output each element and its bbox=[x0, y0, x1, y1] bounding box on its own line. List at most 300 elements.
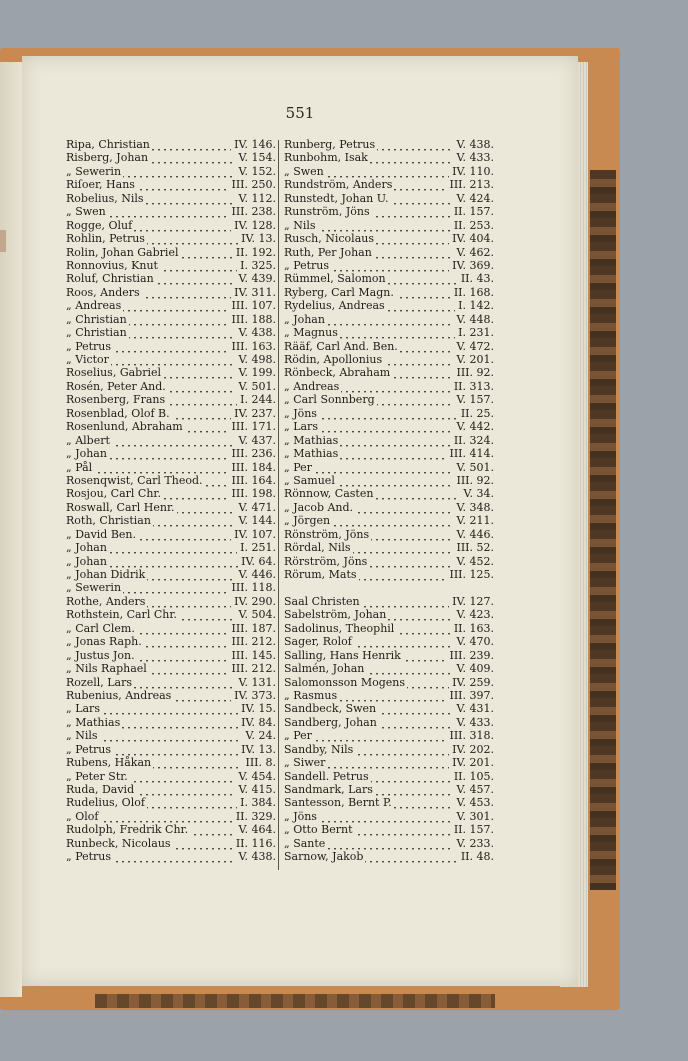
entry-reference: V. 438. bbox=[235, 326, 276, 339]
entry-reference: I. 244. bbox=[237, 393, 276, 406]
entry-name: „ Jöns bbox=[284, 809, 317, 823]
index-entry bbox=[284, 689, 494, 702]
entry-reference: II. 313. bbox=[451, 380, 494, 393]
index-entry bbox=[284, 461, 494, 474]
entry-reference: IV. 64. bbox=[238, 555, 276, 568]
index-entry bbox=[284, 178, 494, 191]
entry-name: „ Lars bbox=[66, 702, 100, 716]
entry-reference: II. 105. bbox=[451, 770, 494, 783]
index-entry bbox=[284, 514, 494, 527]
index-entry bbox=[284, 756, 494, 769]
entry-name: Runström, Jöns bbox=[284, 205, 370, 219]
entry-reference: III. 250. bbox=[228, 178, 276, 191]
entry-reference: IV. 290. bbox=[231, 595, 276, 608]
index-entry bbox=[284, 783, 494, 796]
entry-name: Sager, Rolof bbox=[284, 635, 352, 649]
entry-reference: V. 448. bbox=[453, 313, 494, 326]
entry-reference: II. 157. bbox=[451, 205, 494, 218]
entry-reference: I. 142. bbox=[455, 299, 494, 312]
entry-name: „ Jonas Raph. bbox=[66, 635, 142, 649]
entry-name: Rosenqwist, Carl Theod. bbox=[66, 473, 203, 487]
index-entry bbox=[284, 487, 494, 500]
index-entry bbox=[284, 313, 494, 326]
entry-reference: III. 92. bbox=[453, 474, 494, 487]
index-entry bbox=[66, 353, 276, 366]
index-entry bbox=[284, 151, 494, 164]
page-number: 551 bbox=[285, 104, 315, 122]
index-entry bbox=[284, 326, 494, 339]
entry-name: Rümmel, Salomon bbox=[284, 272, 386, 286]
entry-name: Rönbeck, Abraham bbox=[284, 366, 391, 380]
entry-name: „ Carl Sonnberg bbox=[284, 393, 375, 407]
book-page bbox=[22, 56, 578, 986]
index-entry bbox=[284, 823, 494, 836]
index-entry bbox=[66, 487, 276, 500]
entry-reference bbox=[491, 581, 494, 594]
entry-reference: II. 253. bbox=[451, 219, 494, 232]
entry-name: „ Jöns bbox=[284, 406, 317, 420]
entry-reference: III. 198. bbox=[228, 487, 276, 500]
entry-reference: III. 8. bbox=[242, 756, 276, 769]
entry-name: „ Petrus bbox=[66, 742, 112, 756]
index-entry bbox=[66, 474, 276, 487]
entry-reference: V. 472. bbox=[453, 340, 494, 353]
entry-name: Rödin, Apollonius bbox=[284, 353, 383, 366]
index-entry bbox=[284, 850, 494, 863]
entry-name: „ Justus Jon. bbox=[66, 648, 135, 662]
index-entry bbox=[284, 380, 494, 393]
index-entry bbox=[284, 205, 494, 218]
entry-reference: IV. 13. bbox=[238, 743, 276, 756]
index-entry bbox=[66, 555, 276, 568]
index-entry bbox=[284, 568, 494, 581]
entry-name: „ Jörgen bbox=[284, 514, 331, 528]
entry-reference: V. 34. bbox=[460, 487, 494, 500]
entry-reference: IV. 107. bbox=[231, 528, 276, 541]
entry-name: „ Swen bbox=[284, 164, 324, 178]
entry-reference: V. 437. bbox=[235, 434, 276, 447]
entry-reference: IV. 15. bbox=[238, 702, 276, 715]
index-entry bbox=[284, 447, 494, 460]
entry-name: „ Samuel bbox=[284, 473, 335, 487]
index-entry bbox=[66, 729, 276, 742]
entry-name: „ Jacob And. bbox=[284, 500, 354, 514]
entry-reference: V. 301. bbox=[453, 810, 494, 823]
index-entry bbox=[284, 770, 494, 783]
entry-name: „ Sewerin bbox=[66, 164, 122, 178]
entry-name: „ Petrus bbox=[284, 258, 330, 272]
entry-reference: II. 163. bbox=[451, 622, 494, 635]
entry-reference: V. 452. bbox=[453, 555, 494, 568]
index-entry bbox=[284, 676, 494, 689]
entry-reference: V. 501. bbox=[453, 461, 494, 474]
entry-name: Rosenberg, Frans bbox=[66, 393, 166, 407]
entry-name: Rogge, Oluf bbox=[66, 218, 133, 232]
entry-reference: V. 152. bbox=[235, 165, 276, 178]
index-entry bbox=[284, 501, 494, 514]
entry-reference: V. 470. bbox=[453, 635, 494, 648]
index-column-left bbox=[66, 138, 276, 864]
entry-reference: V. 144. bbox=[235, 514, 276, 527]
entry-reference: V. 154. bbox=[235, 151, 276, 164]
entry-reference: V. 438. bbox=[453, 138, 494, 151]
entry-reference: V. 446. bbox=[235, 568, 276, 581]
entry-reference: V. 112. bbox=[235, 192, 276, 205]
entry-name: Roos, Anders bbox=[66, 285, 140, 299]
entry-reference: V. 199. bbox=[235, 366, 276, 379]
index-entry bbox=[66, 501, 276, 514]
entry-name: „ Otto Bernt bbox=[284, 823, 353, 837]
index-entry bbox=[66, 393, 276, 406]
index-entry bbox=[284, 649, 494, 662]
cover-marbled-bottom bbox=[95, 994, 495, 1008]
index-entry bbox=[66, 178, 276, 191]
index-entry bbox=[284, 407, 494, 420]
index-entry bbox=[284, 353, 494, 366]
entry-name: „ Petrus bbox=[66, 850, 112, 864]
entry-name: „ Petrus bbox=[66, 339, 112, 353]
paper-stain bbox=[0, 230, 6, 252]
entry-reference: V. 348. bbox=[453, 501, 494, 514]
index-entry bbox=[66, 138, 276, 151]
entry-name: Ripa, Christian bbox=[66, 138, 150, 151]
entry-reference: IV. 128. bbox=[231, 219, 276, 232]
index-entry bbox=[66, 528, 276, 541]
entry-name: Sandell. Petrus bbox=[284, 769, 369, 783]
entry-name: „ Magnus bbox=[284, 326, 338, 340]
index-entry bbox=[66, 326, 276, 339]
index-entry bbox=[284, 702, 494, 715]
entry-name: „ Carl Clem. bbox=[66, 621, 135, 635]
index-entry bbox=[66, 649, 276, 662]
entry-reference: II. 48. bbox=[458, 850, 494, 863]
entry-reference: III. 236. bbox=[228, 447, 276, 460]
entry-reference: V. 157. bbox=[453, 393, 494, 406]
entry-reference: III. 212. bbox=[228, 635, 276, 648]
index-entry bbox=[66, 447, 276, 460]
entry-name: „ Albert bbox=[66, 433, 110, 447]
entry-name: „ Swen bbox=[66, 205, 106, 219]
entry-reference: V. 415. bbox=[235, 783, 276, 796]
index-entry bbox=[66, 151, 276, 164]
entry-reference: IV. 84. bbox=[238, 716, 276, 729]
index-entry bbox=[284, 716, 494, 729]
index-entry bbox=[284, 581, 494, 594]
entry-name: Sadolinus, Theophil bbox=[284, 621, 395, 635]
index-entry bbox=[284, 272, 494, 285]
entry-name: Robelius, Nils bbox=[66, 191, 144, 205]
entry-name: „ Johan Didrik bbox=[66, 568, 146, 581]
index-entry bbox=[66, 192, 276, 205]
entry-reference: IV. 404. bbox=[449, 232, 494, 245]
column-divider bbox=[278, 140, 279, 870]
entry-reference: V. 431. bbox=[453, 702, 494, 715]
entry-reference: V. 446. bbox=[453, 528, 494, 541]
entry-reference: III. 187. bbox=[228, 622, 276, 635]
index-entry bbox=[284, 810, 494, 823]
entry-reference: IV. 311. bbox=[231, 286, 276, 299]
entry-name: Riſoer, Hans bbox=[66, 178, 135, 192]
entry-name: Sabelström, Johan bbox=[284, 608, 387, 622]
entry-name: Roswall, Carl Henr. bbox=[66, 500, 175, 514]
index-entry bbox=[284, 420, 494, 433]
entry-reference: IV. 110. bbox=[449, 165, 494, 178]
entry-name: „ Nils bbox=[284, 218, 316, 232]
index-entry bbox=[284, 595, 494, 608]
entry-name: „ Olof bbox=[66, 809, 99, 823]
index-entry bbox=[66, 810, 276, 823]
index-entry bbox=[66, 407, 276, 420]
entry-name: „ Johan bbox=[66, 447, 107, 461]
entry-name: Ryberg, Carl Magn. bbox=[284, 285, 394, 299]
index-entry bbox=[66, 635, 276, 648]
index-entry bbox=[66, 541, 276, 554]
index-entry bbox=[66, 702, 276, 715]
index-entry bbox=[66, 756, 276, 769]
index-entry bbox=[66, 205, 276, 218]
index-entry bbox=[66, 313, 276, 326]
entry-name: Ronnovius, Knut bbox=[66, 258, 158, 272]
index-entry bbox=[66, 568, 276, 581]
entry-reference: IV. 201. bbox=[449, 756, 494, 769]
index-entry bbox=[66, 366, 276, 379]
entry-reference: V. 501. bbox=[235, 380, 276, 393]
index-column-right bbox=[284, 138, 494, 864]
entry-reference: III. 238. bbox=[228, 205, 276, 218]
entry-name: „ Per bbox=[284, 729, 312, 743]
entry-name: Rothe, Anders bbox=[66, 594, 146, 608]
entry-name: Rydelius, Andreas bbox=[284, 299, 385, 313]
entry-name: Salmén, Johan bbox=[284, 662, 365, 676]
entry-name: Roselius, Gabriel bbox=[66, 366, 162, 380]
index-entry bbox=[66, 259, 276, 272]
index-entry bbox=[284, 340, 494, 353]
entry-name: „ Peter Str. bbox=[66, 769, 128, 783]
entry-reference: II. 116. bbox=[233, 837, 276, 850]
entry-reference: III. 92. bbox=[453, 366, 494, 379]
index-entry bbox=[66, 608, 276, 621]
entry-name: Roluf, Christian bbox=[66, 272, 154, 286]
entry-name: Rudolph, Fredrik Chr. bbox=[66, 823, 189, 837]
entry-reference: III. 318. bbox=[446, 729, 494, 742]
entry-name: Rubens, Håkan bbox=[66, 756, 152, 770]
entry-reference: II. 157. bbox=[451, 823, 494, 836]
facing-page-edge bbox=[0, 62, 22, 997]
entry-name: „ Nils bbox=[66, 729, 98, 743]
entry-reference: V. 211. bbox=[453, 514, 494, 527]
entry-reference: I. 251. bbox=[237, 541, 276, 554]
entry-reference: V. 439. bbox=[235, 272, 276, 285]
entry-reference: V. 433. bbox=[453, 151, 494, 164]
entry-name: Roth, Christian bbox=[66, 514, 151, 528]
entry-name: Rohlin, Petrus bbox=[66, 232, 145, 246]
index-entry bbox=[284, 729, 494, 742]
entry-name: Saal Christen bbox=[284, 594, 360, 608]
entry-reference: V. 424. bbox=[453, 192, 494, 205]
entry-reference: IV. 202. bbox=[449, 743, 494, 756]
entry-name: Runstedt, Johan U. bbox=[284, 191, 389, 205]
entry-name: Risberg, Johan bbox=[66, 151, 149, 165]
entry-name: Salling, Hans Henrik bbox=[284, 648, 401, 662]
entry-reference: II. 324. bbox=[451, 434, 494, 447]
entry-name: „ Siwer bbox=[284, 756, 326, 770]
index-entry bbox=[284, 796, 494, 809]
entry-name: Rördal, Nils bbox=[284, 541, 351, 555]
entry-name: Salomonsson Mogens bbox=[284, 675, 406, 689]
index-entry bbox=[66, 299, 276, 312]
entry-name: Rolin, Johan Gabriel bbox=[66, 245, 179, 259]
entry-reference: III. 213. bbox=[446, 178, 494, 191]
index-entry bbox=[66, 770, 276, 783]
index-entry bbox=[66, 514, 276, 527]
entry-reference: V. 453. bbox=[453, 796, 494, 809]
index-entry bbox=[284, 393, 494, 406]
entry-reference: II. 25. bbox=[458, 407, 494, 420]
entry-name: Sandby, Nils bbox=[284, 742, 354, 756]
entry-name: „ Pål bbox=[66, 460, 93, 474]
entry-reference: IV. 13. bbox=[238, 232, 276, 245]
index-entry bbox=[66, 662, 276, 675]
entry-name: „ Mathias bbox=[284, 433, 339, 447]
index-entry bbox=[66, 380, 276, 393]
entry-reference: IV. 373. bbox=[231, 689, 276, 702]
entry-reference: V. 423. bbox=[453, 608, 494, 621]
index-entry bbox=[284, 474, 494, 487]
index-entry bbox=[66, 676, 276, 689]
entry-reference: V. 464. bbox=[235, 823, 276, 836]
entry-reference: V. 471. bbox=[235, 501, 276, 514]
entry-reference: III. 184. bbox=[228, 461, 276, 474]
entry-name: „ Nils Raphael bbox=[66, 662, 147, 676]
entry-name: Runbohm, Isak bbox=[284, 151, 368, 165]
entry-name: „ Andreas bbox=[66, 299, 122, 313]
entry-name: „ Johan bbox=[66, 554, 107, 568]
entry-reference: V. 462. bbox=[453, 246, 494, 259]
entry-name: „ Mathias bbox=[284, 447, 339, 461]
index-entry bbox=[66, 420, 276, 433]
index-entry bbox=[284, 635, 494, 648]
entry-reference: I. 325. bbox=[237, 259, 276, 272]
index-entry bbox=[284, 192, 494, 205]
entry-name: Santesson, Bernt P. bbox=[284, 796, 392, 810]
entry-name: „ Johan bbox=[66, 541, 107, 555]
index-entry bbox=[66, 689, 276, 702]
entry-name: „ Sewerin bbox=[66, 581, 122, 595]
entry-reference: V. 498. bbox=[235, 353, 276, 366]
index-entry bbox=[66, 272, 276, 285]
entry-name: Rubenius, Andreas bbox=[66, 688, 172, 702]
entry-reference: I. 384. bbox=[237, 796, 276, 809]
entry-name: Rudelius, Olof bbox=[66, 796, 145, 810]
entry-reference: V. 409. bbox=[453, 662, 494, 675]
entry-name: „ Victor bbox=[66, 353, 109, 366]
entry-name: „ Mathias bbox=[66, 715, 121, 729]
entry-name: Rönström, Jöns bbox=[284, 527, 370, 541]
index-entry bbox=[66, 716, 276, 729]
entry-name: Rääf, Carl And. Ben. bbox=[284, 339, 398, 353]
cover-marbled-edge bbox=[590, 170, 616, 890]
index-entry bbox=[66, 286, 276, 299]
entry-reference: I. 231. bbox=[455, 326, 494, 339]
index-entry bbox=[284, 528, 494, 541]
entry-name: Sandberg, Johan bbox=[284, 715, 377, 729]
entry-name: Sandmark, Lars bbox=[284, 783, 373, 796]
index-entry bbox=[284, 366, 494, 379]
entry-reference: III. 145. bbox=[228, 649, 276, 662]
entry-reference: V. 442. bbox=[453, 420, 494, 433]
index-entry bbox=[284, 541, 494, 554]
index-entry bbox=[66, 340, 276, 353]
index-entry bbox=[66, 219, 276, 232]
entry-reference: IV. 259. bbox=[449, 676, 494, 689]
entry-reference: IV. 369. bbox=[449, 259, 494, 272]
entry-name: Ruda, David bbox=[66, 783, 135, 796]
entry-name: Rusch, Nicolaus bbox=[284, 232, 374, 246]
index-entry bbox=[66, 165, 276, 178]
entry-reference: V. 24. bbox=[242, 729, 276, 742]
entry-reference: V. 131. bbox=[235, 676, 276, 689]
entry-name: „ Andreas bbox=[284, 379, 340, 393]
entry-name bbox=[284, 581, 286, 594]
entry-reference: III. 163. bbox=[228, 340, 276, 353]
index-entry bbox=[284, 608, 494, 621]
entry-reference: III. 188. bbox=[228, 313, 276, 326]
entry-reference: IV. 237. bbox=[231, 407, 276, 420]
entry-reference: V. 454. bbox=[235, 770, 276, 783]
entry-reference: V. 233. bbox=[453, 837, 494, 850]
entry-name: „ Per bbox=[284, 460, 312, 474]
entry-name: „ Rasmus bbox=[284, 688, 338, 702]
entry-name: Rosenblad, Olof B. bbox=[66, 406, 170, 420]
entry-reference: III. 107. bbox=[228, 299, 276, 312]
entry-reference: II. 192. bbox=[233, 246, 276, 259]
index-entry bbox=[284, 743, 494, 756]
entry-name: „ Christian bbox=[66, 326, 127, 340]
entry-reference: II. 329. bbox=[233, 810, 276, 823]
entry-reference: IV. 146. bbox=[231, 138, 276, 151]
index-entry bbox=[66, 837, 276, 850]
index-entry bbox=[66, 622, 276, 635]
entry-reference: V. 457. bbox=[453, 783, 494, 796]
index-entry bbox=[284, 434, 494, 447]
entry-name: Rosén, Peter And. bbox=[66, 379, 166, 393]
entry-reference: III. 52. bbox=[453, 541, 494, 554]
index-entry bbox=[66, 461, 276, 474]
index-entry bbox=[284, 219, 494, 232]
entry-name: „ Christian bbox=[66, 312, 127, 326]
entry-name: Rothstein, Carl Chr. bbox=[66, 608, 177, 622]
index-entry bbox=[284, 165, 494, 178]
index-entry bbox=[66, 434, 276, 447]
entry-name: Rosjou, Carl Chr. bbox=[66, 487, 161, 501]
index-entry bbox=[284, 138, 494, 151]
index-entry bbox=[284, 662, 494, 675]
index-entry bbox=[66, 595, 276, 608]
entry-reference: V. 433. bbox=[453, 716, 494, 729]
entry-reference: V. 201. bbox=[453, 353, 494, 366]
entry-reference: III. 171. bbox=[228, 420, 276, 433]
entry-reference: III. 164. bbox=[228, 474, 276, 487]
entry-name: Sandbeck, Swen bbox=[284, 702, 377, 716]
index-entry bbox=[284, 259, 494, 272]
entry-name: „ David Ben. bbox=[66, 527, 137, 541]
index-entry bbox=[284, 299, 494, 312]
index-entry bbox=[66, 246, 276, 259]
entry-reference: III. 118. bbox=[228, 581, 276, 594]
entry-name: Rosenlund, Abraham bbox=[66, 420, 183, 434]
entry-reference: V. 438. bbox=[235, 850, 276, 863]
entry-reference: III. 414. bbox=[446, 447, 494, 460]
